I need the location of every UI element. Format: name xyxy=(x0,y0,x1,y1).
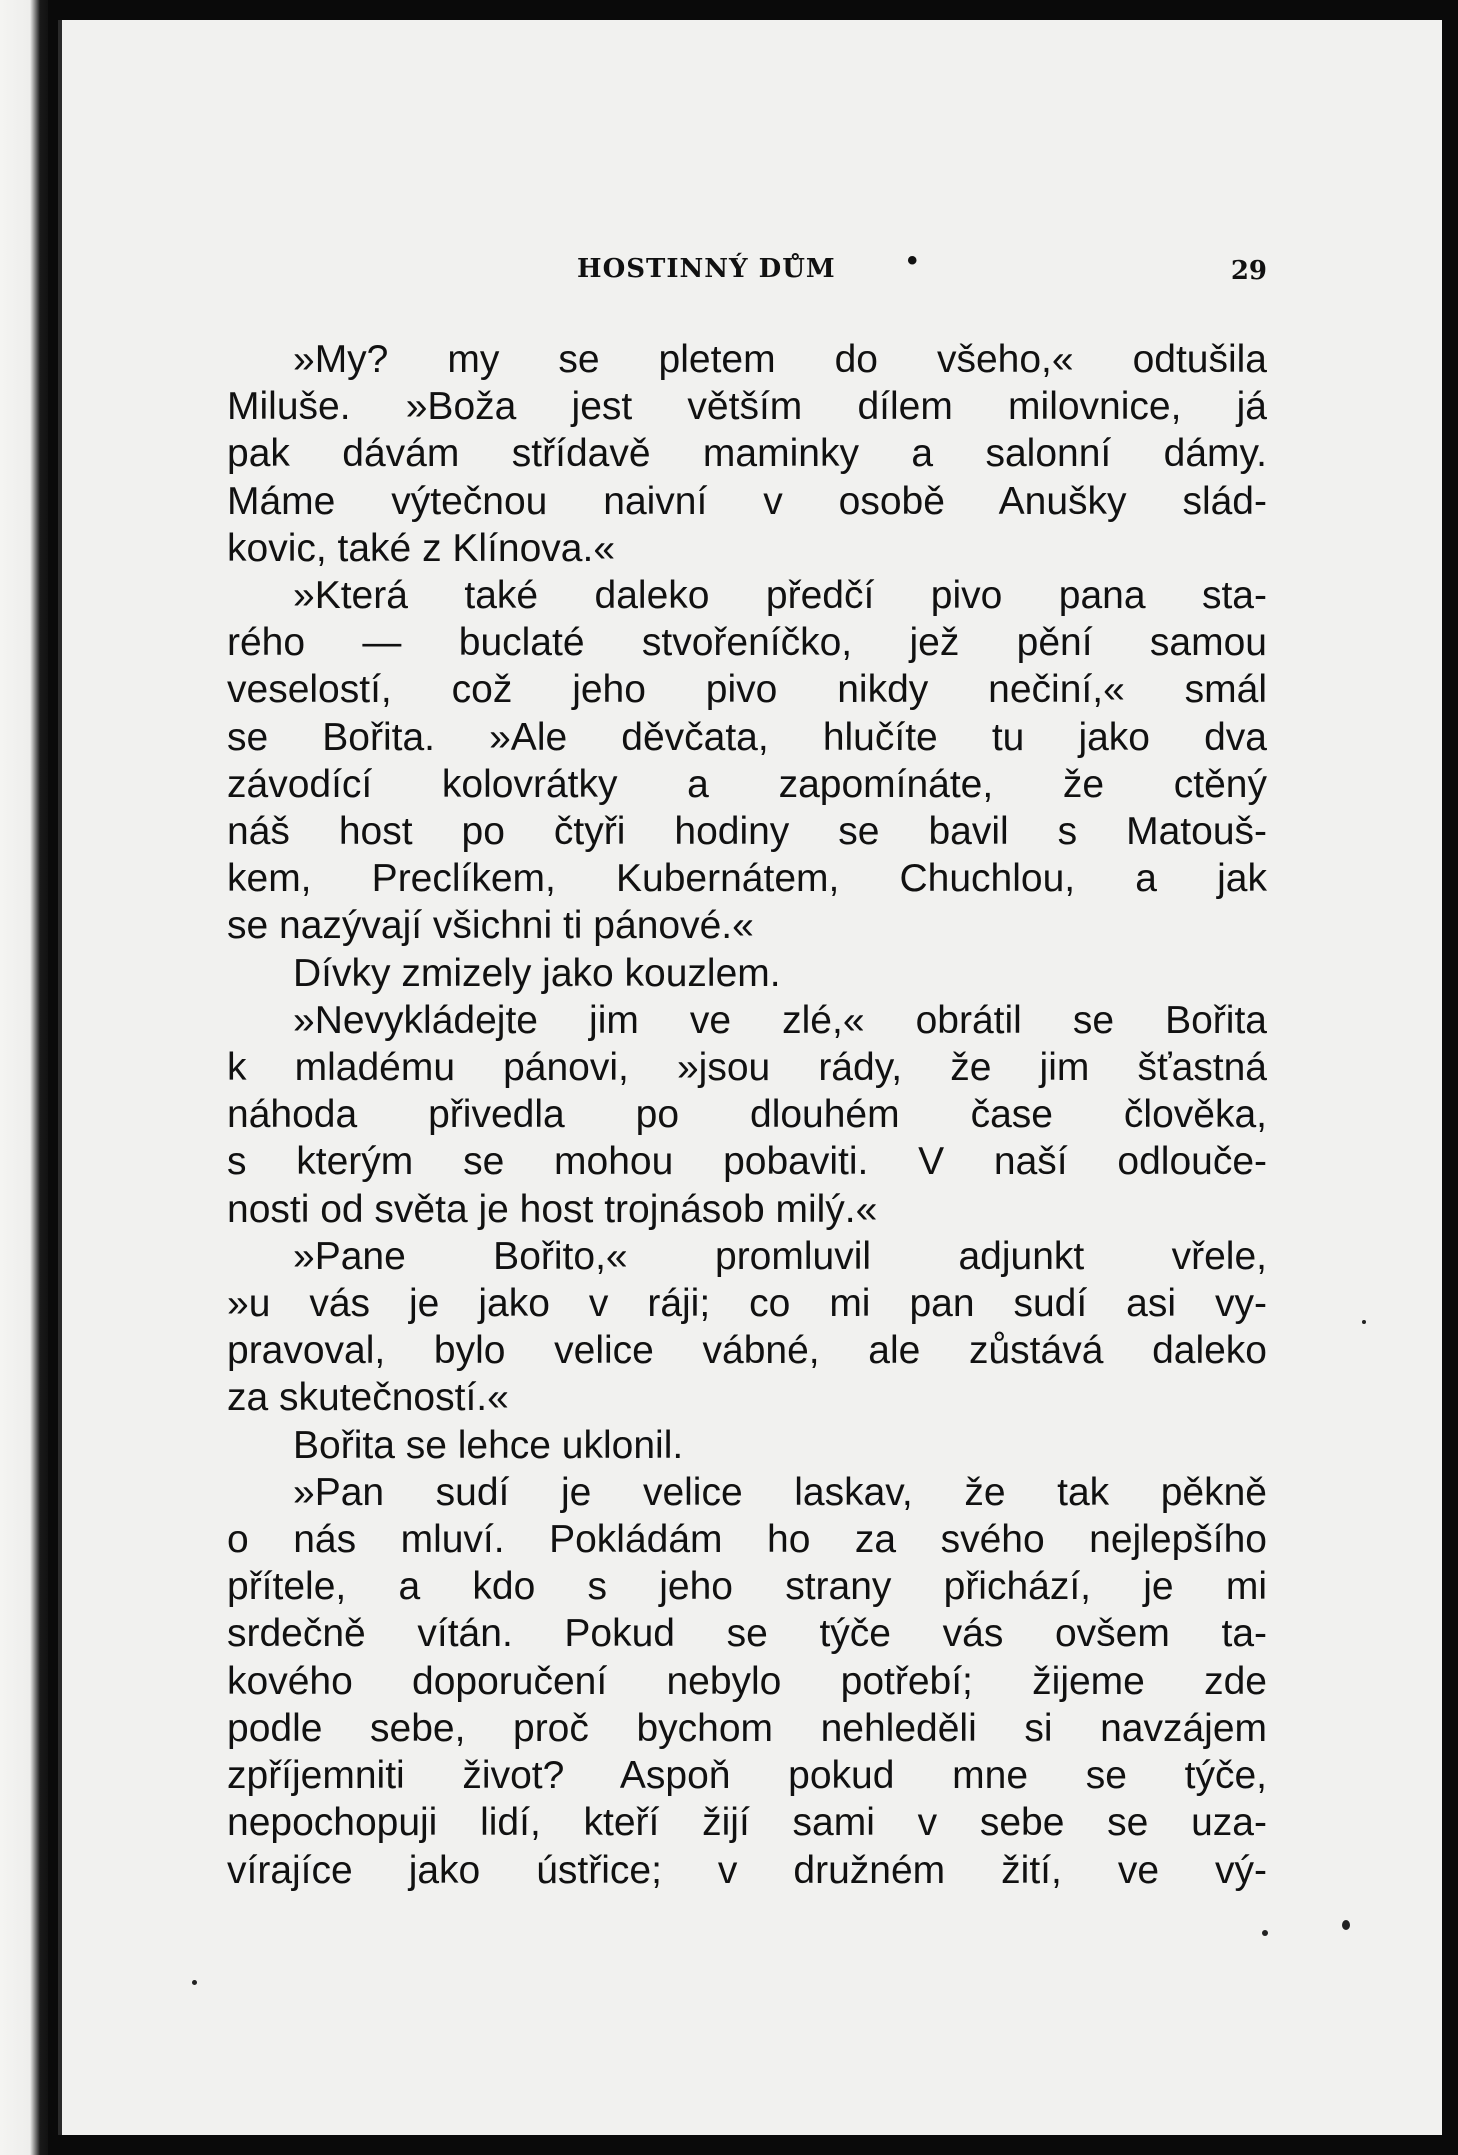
text-line: nepochopuji lidí, kteří žijí sami v sebe se uza- xyxy=(227,1801,1267,1845)
text-line: Bořita se lehce uklonil. xyxy=(293,1423,684,1467)
running-head xyxy=(227,242,1267,286)
text-line: se Bořita. »Ale děvčata, hlučíte tu jako dva xyxy=(227,715,1267,759)
previous-page-edge xyxy=(0,0,48,2155)
text-line: nosti od světa je host trojnásob milý.« xyxy=(227,1187,878,1231)
header-dot: • xyxy=(907,244,918,277)
text-line: Dívky zmizely jako kouzlem. xyxy=(293,951,781,995)
text-line: náhoda přivedla po dlouhém čase člověka, xyxy=(227,1093,1267,1137)
text-line: Miluše. »Boža jest větším dílem milovnice, já xyxy=(227,385,1267,429)
scan-speck xyxy=(1362,1320,1366,1324)
text-line: kového doporučení nebylo potřebí; žijeme zde xyxy=(227,1659,1267,1703)
text-line: k mladému pánovi, »jsou rády, že jim šťastná xyxy=(227,1046,1267,1090)
text-line: náš host po čtyři hodiny se bavil s Matouš- xyxy=(227,810,1267,854)
text-line: »Pane Bořito,« promluvil adjunkt vřele, xyxy=(293,1234,1267,1278)
text-line: pravoval, bylo velice vábné, ale zůstává daleko xyxy=(227,1329,1267,1373)
book-page xyxy=(58,20,1442,2135)
text-line: podle sebe, proč bychom nehleděli si navzájem xyxy=(227,1706,1267,1750)
text-line: rého — buclaté stvořeníčko, jež pění samou xyxy=(227,621,1267,665)
text-line: se nazývají všichni ti pánové.« xyxy=(227,904,754,948)
text-line: kovic, také z Klínova.« xyxy=(227,526,616,570)
text-line: přítele, a kdo s jeho strany přichází, je mi xyxy=(227,1565,1267,1609)
scan-speck xyxy=(1342,1920,1350,1930)
text-line: »Která také daleko předčí pivo pana sta- xyxy=(293,574,1267,618)
text-line: »Pan sudí je velice laskav, že tak pěkně xyxy=(293,1470,1267,1514)
text-line: pak dávám střídavě maminky a salonní dámy. xyxy=(227,432,1267,476)
scan-speck xyxy=(192,1980,197,1985)
text-line: srdečně vítán. Pokud se týče vás ovšem ta- xyxy=(227,1612,1267,1656)
text-line: za skutečností.« xyxy=(227,1376,509,1420)
text-line: kem, Preclíkem, Kubernátem, Chuchlou, a jak xyxy=(227,857,1267,901)
page-number: 29 xyxy=(1230,256,1267,286)
text-line: závodící kolovrátky a zapomínáte, že ctěný xyxy=(227,762,1267,806)
text-line: »Nevykládejte jim ve zlé,« obrátil se Bořita xyxy=(293,998,1267,1042)
text-line: s kterým se mohou pobaviti. V naší odlouče- xyxy=(227,1140,1267,1184)
body-text xyxy=(227,336,1267,1894)
text-line: veselostí, což jeho pivo nikdy nečiní,« smál xyxy=(227,668,1267,712)
scan-speck xyxy=(1262,1930,1268,1936)
text-line: vírajíce jako ústřice; v družném žití, ve vý- xyxy=(227,1848,1267,1892)
text-line: »My? my se pletem do všeho,« odtušila xyxy=(293,338,1267,381)
text-line: Máme výtečnou naivní v osobě Anušky slád- xyxy=(227,479,1267,523)
running-title: HOSTINNÝ DŮM xyxy=(577,254,836,284)
text-line: o nás mluví. Pokládám ho za svého nejlepšího xyxy=(227,1518,1267,1562)
page-content xyxy=(227,20,1267,2135)
text-line: »u vás je jako v ráji; co mi pan sudí asi vy- xyxy=(227,1282,1267,1326)
text-line: zpříjemniti život? Aspoň pokud mne se týče, xyxy=(227,1754,1267,1798)
